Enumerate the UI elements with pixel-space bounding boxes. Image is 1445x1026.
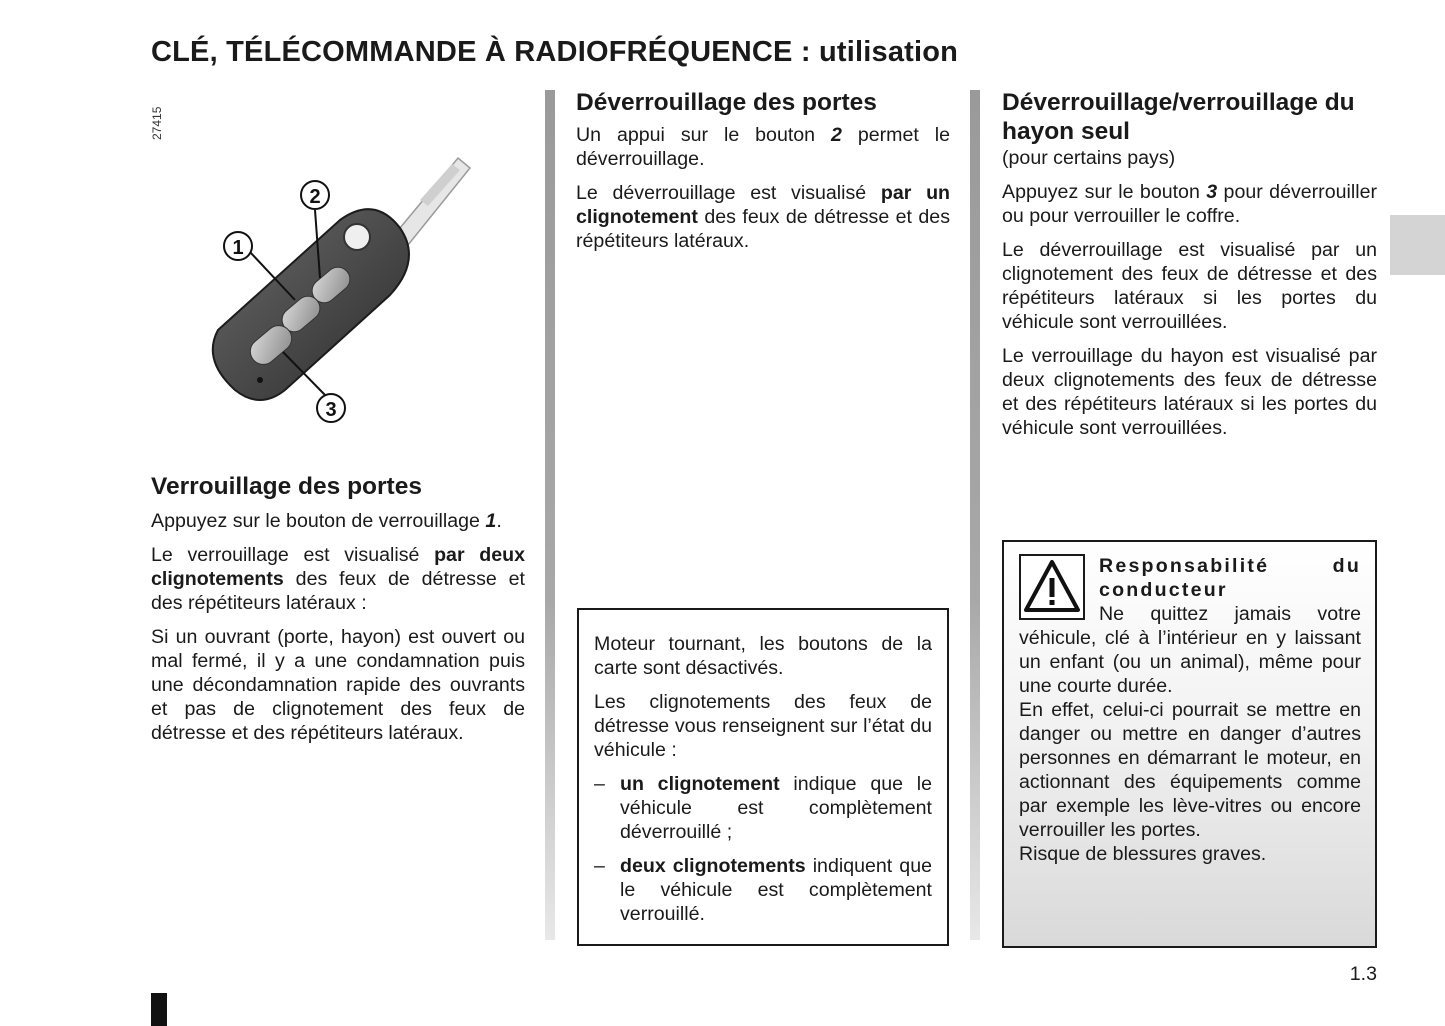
right-paragraph-1: Appuyez sur le bouton 3 pour déverrouiller ou pour verrouiller le coffre. — [1002, 181, 1377, 227]
warning-paragraph-3: Risque de blessures graves. — [1019, 843, 1267, 865]
list-item: – deux clignotements indiquent que le véhicule est complètement verrouillé. — [594, 855, 932, 925]
info-box — [577, 608, 949, 946]
list-item: – un clignotement indique que le véhicule est complètement déverrouillé ; — [594, 773, 933, 843]
left-paragraph-2: Le verrouillage est visualisé par deux clignotements des feux de détresse et des répétiteurs latéraux : — [151, 544, 525, 614]
remote-key-figure — [190, 140, 490, 430]
svg-text:1: 1 — [232, 237, 244, 259]
left-paragraph-1: Appuyez sur le bouton de verrouillage 1. — [151, 510, 502, 532]
right-column — [1002, 88, 1377, 450]
page-title: CLÉ, TÉLÉCOMMANDE À RADIOFRÉQUENCE : utilisation — [151, 36, 959, 68]
column-divider-2 — [970, 90, 980, 940]
svg-text:3: 3 — [325, 399, 337, 421]
warning-title: Responsabilité du conducteur — [1099, 555, 1361, 601]
figure-code: 27415 — [150, 106, 164, 140]
middle-paragraph-1: Un appui sur le bouton 2 permet le déverrouillage. — [576, 124, 951, 170]
page-number: 1.3 — [1349, 963, 1377, 985]
middle-paragraph-2: Le déverrouillage est visualisé par un clignotement des feux de détresse et des répétiteurs latéraux. — [576, 182, 951, 252]
left-column — [151, 472, 525, 755]
right-paragraph-2: Le déverrouillage est visualisé par un clignotement des feux de détresse et des répétiteurs latéraux si les portes du véhicule sont verrouillées. — [1002, 239, 1377, 333]
column-divider-1 — [545, 90, 555, 940]
warning-paragraph-2: En effet, celui-ci pourrait se mettre en danger ou mettre en danger d’autres personnes en démarrant le moteur, en actionnant des équipements comme par exemple les lève-vitres ou encore verrouiller les portes. — [1019, 699, 1361, 841]
right-paragraph-3: Le verrouillage du hayon est visualisé par deux clignotements des feux de détresse et des répétiteurs latéraux si les portes du véhicule sont verrouillées. — [1002, 345, 1377, 439]
info-box-paragraph-2: Les clignotements des feux de détresse vous renseignent sur l’état du véhicule : — [594, 691, 932, 761]
middle-column — [576, 88, 950, 263]
warning-paragraph-1: Ne quittez jamais votre véhicule, clé à l’intérieur en y laissant un enfant (ou un animal), même pour une courte durée. — [1019, 603, 1361, 697]
section-subheading: (pour certains pays) — [1002, 147, 1176, 169]
left-paragraph-3: Si un ouvrant (porte, hayon) est ouvert ou mal fermé, il y a une condamnation puis une décondamnation rapide des ouvrants et pas de clignotement des feux de détresse et des répétiteurs latéraux. — [151, 626, 525, 744]
section-heading-locking: Verrouillage des portes — [151, 473, 422, 500]
svg-text:2: 2 — [309, 186, 321, 208]
callout-3 — [317, 394, 345, 422]
info-box-paragraph-1: Moteur tournant, les boutons de la carte sont désactivés. — [594, 633, 932, 679]
section-heading-tailgate: Déverrouillage/verrouillage du hayon seul — [1002, 89, 1355, 145]
release-button — [344, 224, 370, 250]
section-heading-unlocking: Déverrouillage des portes — [576, 89, 877, 116]
callout-2 — [301, 181, 329, 209]
print-mark — [151, 993, 167, 1026]
callout-1 — [224, 232, 252, 260]
warning-box — [1002, 540, 1377, 948]
chapter-tab — [1390, 215, 1445, 275]
warning-icon — [1019, 554, 1085, 620]
